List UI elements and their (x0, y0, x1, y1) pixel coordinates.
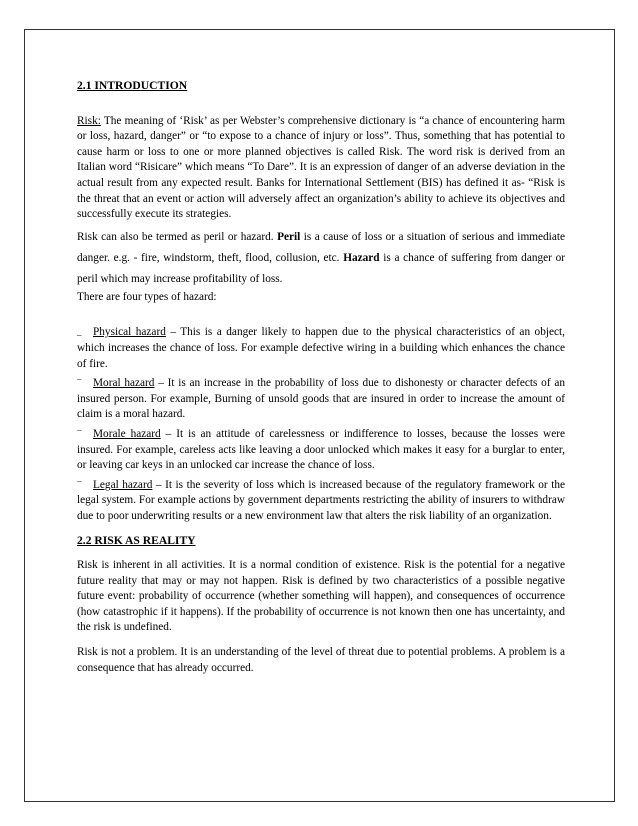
hazard-term-moral: Moral hazard (93, 377, 155, 390)
peril-definition-text: is a cause of loss or a situation of serious and immediate danger. e.g. - fire, windstorm, theft, flood, collusion, etc. (77, 230, 565, 264)
hazard-text-legal: – It is the severity of loss which is increased because of the regulatory framework or the legal system. For example actions by government departments restricting the ability of insurers to withdraw due to poor underwriting results or a new environment law that alters the risk liability of an organization. (77, 478, 565, 522)
bullet-mark: ¯ (77, 428, 82, 439)
peril-term: Peril (277, 230, 301, 243)
bullet-mark: _ (77, 327, 82, 338)
hazard-term-legal: Legal hazard (93, 478, 153, 491)
hazard-term-physical: Physical hazard (93, 326, 166, 339)
hazard-types-intro: There are four types of hazard: (77, 290, 217, 303)
hazard-item-physical (77, 325, 565, 372)
hazard-text-morale: – It is an attitude of carelessness or indifference to losses, because the losses were insured. For example, careless acts like leaving a door unlocked which makes it easy for a burglar to enter, or leaving car keys in an unlocked car increase the chance of loss. (77, 427, 565, 472)
section-heading-risk-as-reality: 2.2 RISK AS REALITY (77, 534, 196, 548)
risk-definition-paragraph (77, 114, 565, 223)
bullet-mark: ¯ (77, 378, 82, 389)
hazard-item-moral (77, 376, 565, 423)
hazard-definition-text: is a chance of suffering from danger or peril which may increase profitability of loss. (77, 251, 565, 285)
risk-reality-paragraph-2: Risk is not a problem. It is an understanding of the level of threat due to potential problems. A problem is a consequence that has already occurred. (77, 646, 565, 674)
bullet-mark: ¯ (77, 479, 82, 490)
risk-reality-paragraph-1: Risk is inherent in all activities. It is a normal condition of existence. Risk is the potential for a negative future reality that may or may not happen. Risk is defined by two characteristics of a possible negative future event: probability of occurrence (whether something will happen), and consequences of occurrence (how catastrophic if it happens). If the probability of occurrence is not known then one has uncertainty, and the risk is undefined. (77, 559, 565, 634)
page-content (77, 78, 565, 676)
hazard-item-morale (77, 427, 565, 474)
peril-hazard-paragraph (77, 227, 565, 290)
risk-definition-text: The meaning of ‘Risk’ as per Webster’s comprehensive dictionary is “a chance of encountering harm or loss, hazard, danger” or “to expose to a chance of injury or loss”. Thus, something that has potential to cause harm or loss to one or more planned objectives is called Risk. The word risk is derived from an Italian word “Risicare” which means “To Dare”. It is an expression of danger of an adverse deviation in the actual result from any expected result. Banks for International Settlement (BIS) has defined it as- “Risk is the threat that an event or action will adversely affect an organization’s ability to achieve its objectives and successfully execute its strategies. (77, 114, 565, 221)
hazard-term: Hazard (343, 251, 380, 264)
hazard-text-physical: – This is a danger likely to happen due to the physical characteristics of an object, which increases the chance of loss. For example defective wiring in a building which enhances the chance of fire. (77, 326, 565, 370)
risk-label: Risk: (77, 114, 101, 127)
peril-intro-text: Risk can also be termed as peril or hazard. (77, 230, 278, 243)
section-heading-introduction: 2.1 INTRODUCTION (77, 79, 188, 92)
document-page (24, 29, 615, 802)
hazard-item-legal (77, 478, 565, 525)
hazard-text-moral: – It is an increase in the probability of loss due to dishonesty or character defects of an insured person. For example, Burning of unsold goods that are insured in order to increase the amount of claim is a moral hazard. (77, 377, 565, 421)
hazard-term-morale: Morale hazard (93, 427, 161, 440)
